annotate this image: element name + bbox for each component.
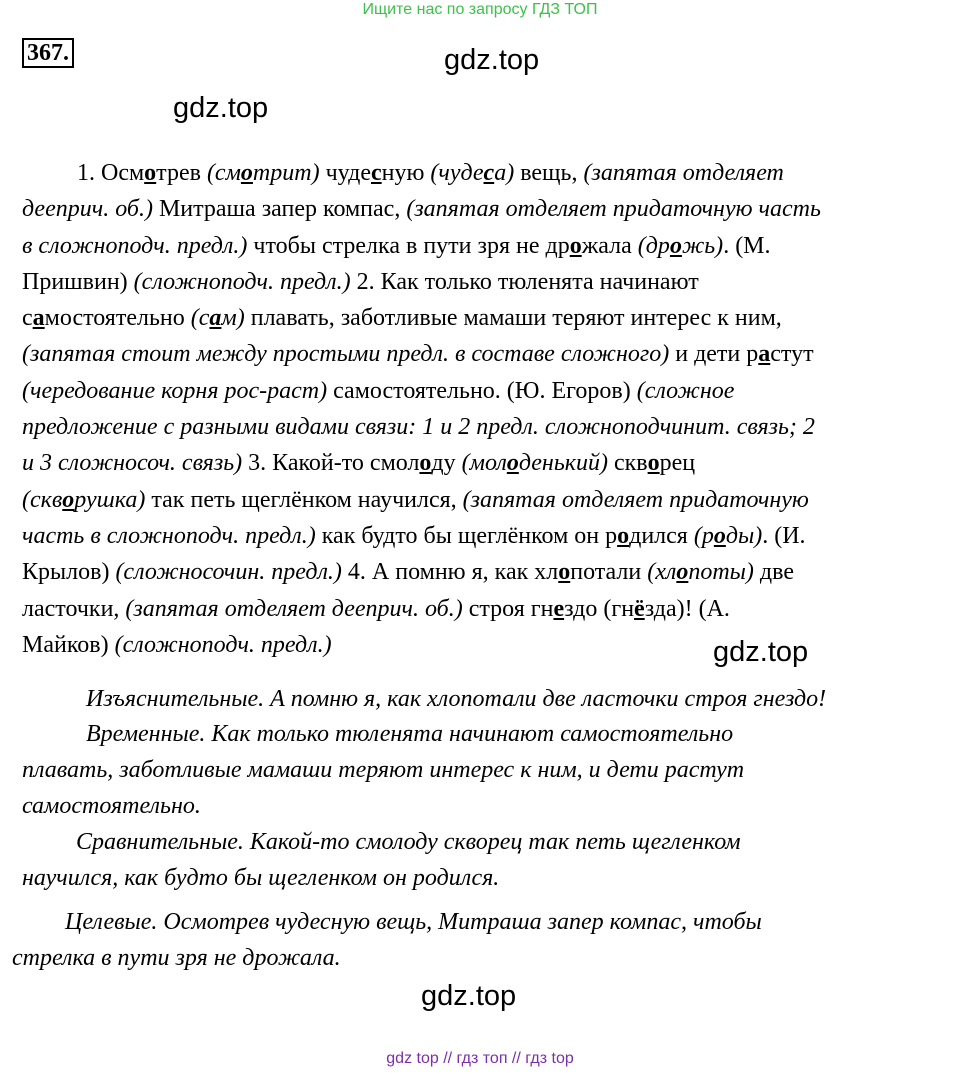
annotation-text: (сложноподч. предл.) <box>114 631 332 658</box>
annotation-text: (запятая стоит между простыми предл. в составе сложного) <box>22 341 670 368</box>
annotation-text: деeприч. об.) <box>22 196 153 223</box>
annotation-text: (скв <box>22 486 63 513</box>
watermark: gdz.top <box>173 92 269 124</box>
text-run: Майков) <box>22 631 115 658</box>
text-run: трев <box>156 160 207 186</box>
highlighted-vowel: о <box>240 160 253 186</box>
annotation-text: (р <box>693 522 714 549</box>
text-line: Сравнительные. Какой-то смолоду скворец так петь щегленком <box>76 829 741 855</box>
highlighted-vowel: о <box>647 450 660 477</box>
highlighted-vowel: о <box>617 522 630 549</box>
annotation-text: ды) <box>725 522 763 549</box>
annotation-text: (с <box>190 305 210 332</box>
watermark: gdz.top <box>444 44 540 76</box>
section-izyasnitelnye <box>86 681 826 717</box>
annotation-text: часть в сложноподч. предл.) <box>22 522 316 549</box>
highlighted-vowel: о <box>669 232 682 259</box>
section-sravnitelnye <box>22 824 741 896</box>
text-run: самостоятельно. (Ю. Егоров) <box>327 377 637 404</box>
text-run: так петь щеглёнком научился, <box>145 486 463 513</box>
text-line: плавать, заботливые мамаши теряют интерес к ним, и дети растут <box>22 757 745 783</box>
highlighted-vowel: о <box>506 450 519 477</box>
text-run: ную <box>381 160 431 186</box>
annotation-text: трит) <box>252 160 320 186</box>
text-line: самостоятельно. <box>22 793 201 819</box>
highlighted-vowel: о <box>62 486 75 513</box>
annotation-text: (запятая отделяет придаточную часть <box>406 196 821 223</box>
text-run: дился <box>629 522 694 549</box>
annotation-text: жь) <box>681 232 724 259</box>
paragraph-line <box>22 627 942 663</box>
highlighted-vowel: о <box>419 450 432 477</box>
section-tselevye <box>12 904 762 976</box>
annotation-text: м) <box>221 305 245 332</box>
text-line: Временные. Как только тюленята начинают самостоятельно <box>86 721 734 747</box>
paragraph-line <box>22 155 942 191</box>
text-run: жала <box>581 232 638 259</box>
annotation-text: и 3 сложносоч. связь) <box>22 450 243 477</box>
annotation-text: поты) <box>688 559 754 586</box>
paragraph-line <box>22 554 942 590</box>
text-run: здо (гн <box>564 595 635 622</box>
paragraph-line <box>22 191 942 227</box>
text-run: потали <box>570 559 648 586</box>
annotation-text <box>62 487 74 513</box>
highlighted-vowel: а <box>758 341 771 368</box>
highlighted-vowel: о <box>144 160 157 186</box>
text-line: научился, как будто бы щегленком он родился. <box>22 865 500 891</box>
text-run: ласточки, <box>22 595 126 622</box>
paragraph-line <box>22 264 942 300</box>
annotation-text: (сложносочин. предл.) <box>115 559 342 586</box>
annotation-text: (чередование корня рос-раст) <box>22 377 328 404</box>
annotation-text: рушка) <box>74 486 146 513</box>
paragraph-line <box>22 591 942 627</box>
answer-paragraph <box>22 155 942 663</box>
annotation-text <box>209 305 221 331</box>
text-run: мостоятельно <box>44 305 191 332</box>
text-run: . (М. <box>723 232 771 259</box>
annotation-text: (др <box>637 232 670 259</box>
text-run: и дети р <box>669 341 759 368</box>
text-line: стрелка в пути зря не дрожала. <box>12 945 341 971</box>
annotation-text: (сложное <box>636 377 735 404</box>
annotation-text: предложение с разными видами связи: 1 и 2 предл. сложноподчинит. связь; 2 <box>22 414 815 441</box>
highlighted-vowel: с <box>370 160 382 186</box>
highlighted-vowel: ё <box>634 595 645 622</box>
annotation-text: (запятая отделяет <box>583 160 784 186</box>
annotation-text: денький) <box>518 450 608 477</box>
annotation-text: (чуде <box>430 160 484 186</box>
exercise-number: 367. <box>22 38 74 68</box>
paragraph-line <box>22 409 942 445</box>
text-run: Крылов) <box>22 559 116 586</box>
highlighted-vowel: е <box>553 595 565 622</box>
text-run: 4. А помню я, как хл <box>341 559 559 586</box>
annotation-text: (см <box>206 160 241 186</box>
text-run: 3. Какой-то смол <box>242 450 420 477</box>
annotation-text <box>241 160 253 186</box>
highlighted-vowel: с <box>483 160 495 186</box>
annotation-text: а) <box>494 160 515 186</box>
search-banner[interactable]: Ищите нас по запросу ГДЗ ТОП <box>362 1 598 18</box>
highlighted-vowel: а <box>209 305 222 332</box>
text-line: Изъяснительные. А помню я, как хлопотали две ласточки строя гнездо! <box>86 686 827 712</box>
paragraph-line <box>22 482 942 518</box>
text-run: Митраша запер компас, <box>152 196 407 223</box>
text-run: чтобы стрелка в пути зря не др <box>247 232 570 259</box>
footer-links[interactable]: gdz top // гдз топ // гдз top <box>386 1050 574 1067</box>
text-run: с <box>22 305 33 332</box>
text-run: вещь, <box>514 160 584 186</box>
annotation-text: (сложноподч. предл.) <box>133 268 351 295</box>
text-run: строя гн <box>462 595 554 622</box>
text-run: как будто бы щеглёнком он р <box>315 522 618 549</box>
text-run: плавать, заботливые мамаши теряют интерес к ним, <box>244 305 782 332</box>
annotation-text <box>507 450 519 476</box>
text-run: Пришвин) <box>22 268 134 295</box>
annotation-text <box>714 523 726 549</box>
paragraph-line <box>22 300 942 336</box>
text-run: рец <box>659 450 696 477</box>
highlighted-vowel: о <box>558 559 571 586</box>
text-run: чуде <box>319 160 371 186</box>
watermark: gdz.top <box>713 636 809 668</box>
text-run: ду <box>431 450 462 477</box>
text-run: 2. Как только тюленята начинают <box>350 268 699 295</box>
text-line: Целевые. Осмотрев чудесную вещь, Митраша запер компас, чтобы <box>65 909 762 935</box>
text-run: скв <box>607 450 648 477</box>
annotation-text: (хл <box>647 559 677 586</box>
paragraph-line <box>22 228 942 264</box>
highlighted-vowel: о <box>676 559 689 586</box>
paragraph-line <box>22 336 942 372</box>
section-vremennye <box>22 716 744 824</box>
highlighted-vowel: о <box>713 522 726 549</box>
paragraph-line <box>22 373 942 409</box>
watermark: gdz.top <box>421 980 517 1012</box>
annotation-text: (мол <box>461 450 507 477</box>
annotation-text: в сложноподч. предл.) <box>22 232 248 259</box>
annotation-text <box>484 160 495 186</box>
text-run: зда)! (А. <box>644 595 730 622</box>
text-run: 1. Осм <box>77 160 145 186</box>
text-run: две <box>753 559 794 586</box>
highlighted-vowel: о <box>569 232 582 259</box>
text-run: стут <box>770 341 814 368</box>
annotation-text <box>670 233 682 259</box>
paragraph-line <box>22 518 942 554</box>
highlighted-vowel: а <box>32 305 45 332</box>
text-run: . (И. <box>762 522 806 549</box>
annotation-text: (запятая отделяет деeприч. об.) <box>125 595 463 622</box>
annotation-text <box>676 559 688 585</box>
annotation-text: (запятая отделяет придаточную <box>462 486 809 513</box>
paragraph-line <box>22 445 942 481</box>
